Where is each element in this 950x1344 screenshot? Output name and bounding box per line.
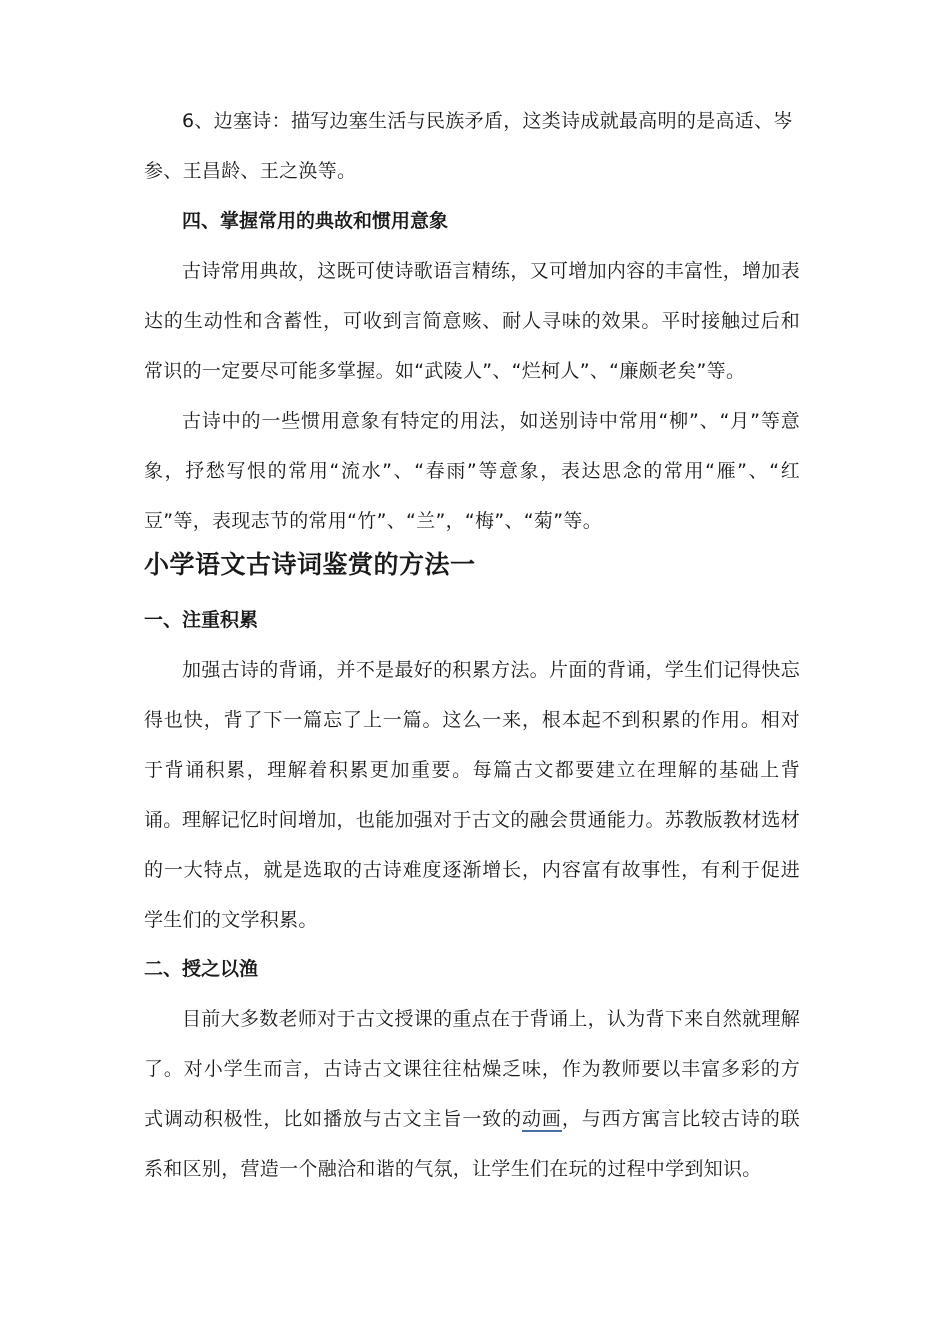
paragraph-memory: 理解记忆时间增加，也能加强对于古文的融会贯通能力。苏教版教材选材的一大特点，就是选取的古诗难度逐渐增长，内容富有故事性，有利于促进学生们的文学积累。 xyxy=(144,809,800,931)
section-title: 小学语文古诗词鉴赏的方法一 xyxy=(144,550,476,579)
heading-accumulation: 一、注重积累 xyxy=(144,609,259,631)
paragraph-imagery: 古诗中的一些惯用意象有特定的用法，如送别诗中常用“柳”、“月”等意象，抒愁写恨的常用“流水”、“春雨”等意象，表达思念的常用“雁”、“红豆”等，表现志节的常用“竹”、“兰”，“梅”、“菊”等。 xyxy=(144,410,800,532)
item6-line2: 参、王昌龄、王之涣等。 xyxy=(144,160,357,182)
paragraph-recitation: 加强古诗的背诵，并不是最好的积累方法。片面的背诵，学生们记得快忘得也快，背了下一篇忘了上一篇。这么一来，根本起不到积累的作用。相对于背诵积累，理解着积累更加重要。每篇古文都要建立在理解的基础上背诵。 xyxy=(144,659,800,831)
paragraph-allusions: 古诗常用典故，这既可使诗歌语言精练，又可增加内容的丰富性，增加表达的生动性和含蓄性，可收到言简意赅、耐人寻味的效果。平时接触过后和常识的一定要尽可能多掌握。如“武陵人”、“烂柯人”、“廉颇老矣”等。 xyxy=(144,260,800,382)
paragraph-teaching-after: ，与西方寓言比较古诗的联系和区别，营造一个融洽和谐的气氛，让学生们在玩的过程中学到知识。 xyxy=(144,1108,800,1180)
paragraph-teaching xyxy=(144,994,800,1194)
animation-link[interactable]: 动画 xyxy=(522,1108,562,1130)
heading-teach-method: 二、授之以渔 xyxy=(144,958,259,980)
heading-four: 四、掌握常用的典故和惯用意象 xyxy=(182,210,449,232)
paragraph-teaching-before: 目前大多数老师对于古文授课的重点在于背诵上，认为背下来自然就理解了。对小学生而言，古诗古文课往往枯燥乏味，作为教师要以丰富多彩的方式调动积极性，比如播放与古文主旨一致的 xyxy=(144,1008,800,1130)
item6-line1: 6、边塞诗：描写边塞生活与民族矛盾，这类诗成就最高明的是高适、岑 xyxy=(182,110,793,132)
